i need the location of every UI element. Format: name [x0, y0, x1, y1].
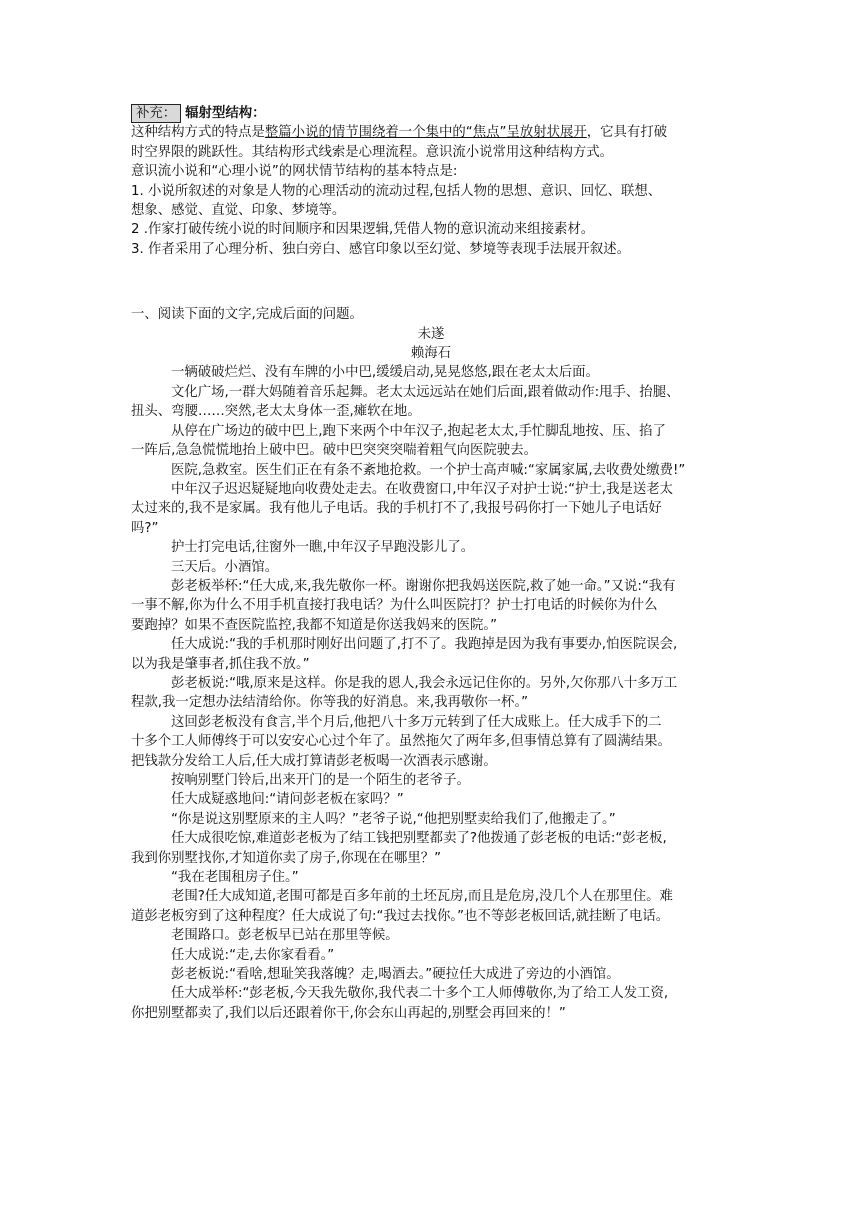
- story-line: 一阵后,急急慌慌地抬上破中巴。破中巴突突突喘着粗气向医院驶去。: [131, 443, 537, 459]
- story-line: “我在老围租房子住。”: [171, 870, 299, 886]
- story-line: 文化广场,一群大妈随着音乐起舞。老太太远远站在她们后面,跟着做动作:甩手、抬腿、: [171, 384, 680, 400]
- supplement-tag: 补充：: [131, 104, 181, 123]
- story-line: 三天后。小酒馆。: [171, 559, 279, 575]
- story-line: 道彭老板穷到了这种程度？任大成说了句:“我过去找你。”也不等彭老板回话,就挂断了电话。: [131, 908, 670, 924]
- exercise-instruction: 一、阅读下面的文字,完成后面的问题。: [131, 307, 363, 323]
- supplement-item-2: 2 .作家打破传统小说的时间顺序和因果逻辑,凭借人物的意识流动来组接素材。: [131, 222, 595, 238]
- supplement-text-part: ，它具有打破: [586, 125, 668, 141]
- story-line: 彭老板举杯:“任大成,来,我先敬你一杯。谢谢你把我妈送医院,救了她一命。”又说:“我有: [171, 578, 676, 594]
- supplement-heading: 辐射型结构：: [185, 106, 266, 121]
- story-line: 医院,急救室。医生们正在有条不紊地抢救。一个护士高声喊:“家属家属,去收费处缴费!”: [171, 462, 686, 478]
- story-body: [131, 363, 731, 1023]
- underlined-phrase: 整篇小说的情节围绕着一个集中的“焦点”呈放射状展开: [264, 125, 587, 141]
- story-line: 护士打完电话,往窗外一瞧,中年汉子早跑没影儿了。: [171, 540, 475, 556]
- story-line: 中年汉子迟迟疑疑地向收费处走去。在收费窗口,中年汉子对护士说:“护士,我是送老太: [171, 481, 674, 497]
- supplement-item-1-continued: 想象、感觉、直觉、印象、梦境等。: [131, 203, 346, 219]
- story-line: 按响别墅门铃后,出来开门的是一个陌生的老爷子。: [171, 773, 470, 788]
- story-line: 任大成很吃惊,难道彭老板为了结工钱把别墅都卖了?他拨通了彭老板的电话:“彭老板,: [171, 831, 667, 847]
- supplement-text-part: 这种结构方式的特点是: [131, 125, 265, 141]
- story-author: 赖海石: [410, 346, 452, 362]
- story-line: 彭老板说:“看啥,想耻笑我落魄？走,喝酒去。”硬拉任大成进了旁边的小酒馆。: [171, 967, 620, 983]
- section-spacer: [131, 259, 731, 305]
- story-line: 程款,我一定想办法结清给你。你等我的好消息。来,我再敬你一杯。”: [131, 695, 529, 711]
- story-line: 老围路口。彭老板早已站在那里等候。: [171, 928, 399, 944]
- story-line: 彭老板说:“哦,原来是这样。你是我的恩人,我会永远记住你的。另外,欠你那八十多万工: [171, 675, 678, 691]
- story-line: 十多个工人师傅终于可以安安心心过个年了。虽然拖欠了两年多,但事情总算有了圆满结果。: [131, 734, 671, 750]
- story-line: 要跑掉？如果不查医院监控,我都不知道是你送我妈来的医院。”: [131, 617, 498, 633]
- story-line: “你是说这别墅原来的主人吗？”老爷子说,“他把别墅卖给我们了,他搬走了。”: [171, 811, 616, 827]
- story-line: 任大成说:“我的手机那时刚好出问题了,打不了。我跑掉是因为我有事要办,怕医院误会,: [171, 637, 678, 653]
- story-line: 你把别墅都卖了,我们以后还跟着你干,你会东山再起的,别墅会再回来的！”: [131, 1005, 566, 1021]
- story-line: 任大成举杯:“彭老板,今天我先敬你,我代表二十多个工人师傅敬你,为了给工人发工资,: [171, 986, 669, 1002]
- story-line: 这回彭老板没有食言,半个月后,他把八十多万元转到了任大成账上。任大成手下的二: [171, 714, 662, 730]
- document-page: [131, 104, 731, 1023]
- story-line: 扭头、弯腰……突然,老太太身体一歪,瘫软在地。: [131, 404, 421, 420]
- story-title: 未遂: [417, 326, 445, 342]
- supplement-paragraph-1: [131, 123, 731, 142]
- supplement-paragraph-1-line-2: 时空界限的跳跃性。其结构形式线索是心理流程。意识流小说常用这种结构方式。: [131, 144, 614, 160]
- story-line: 吗?”: [131, 520, 159, 536]
- supplement-header: [131, 104, 731, 123]
- supplement-paragraph-2: 意识流小说和“心理小说”的网状情节结构的基本特点是:: [131, 164, 458, 180]
- story-line: 从停在广场边的破中巴上,跑下来两个中年汉子,抱起老太太,手忙脚乱地按、压、掐了: [171, 423, 666, 439]
- story-line: 以为我是肇事者,抓住我不放。”: [131, 656, 310, 672]
- story-line: 太过来的,我不是家属。我有他儿子电话。我的手机打不了,我报号码你打一下她儿子电话好: [131, 501, 662, 517]
- story-line: 一辆破破烂烂、没有车牌的小中巴,缓缓启动,晃晃悠悠,跟在老太太后面。: [171, 365, 599, 381]
- story-line: 把钱款分发给工人后,任大成打算请彭老板喝一次酒表示感谢。: [131, 753, 497, 769]
- story-line: 我到你别墅找你,才知道你卖了房子,你现在在哪里？”: [131, 850, 442, 866]
- story-line: 任大成疑惑地问:“请问彭老板在家吗？”: [171, 792, 404, 808]
- story-line: 任大成说:“走,去你家看看。”: [171, 947, 335, 963]
- story-line: 老围?任大成知道,老围可都是百多年前的土坯瓦房,而且是危房,没几个人在那里住。难: [171, 889, 673, 905]
- supplement-item-3: 3. 作者采用了心理分析、独白旁白、感官印象以至幻觉、梦境等表现手法展开叙述。: [131, 241, 631, 257]
- supplement-item-1: 1. 小说所叙述的对象是人物的心理活动的流动过程,包括人物的思想、意识、回忆、联想、: [131, 183, 662, 199]
- story-line: 一事不解,你为什么不用手机直接打我电话？为什么叫医院打？护士打电话的时候你为什么: [131, 598, 658, 614]
